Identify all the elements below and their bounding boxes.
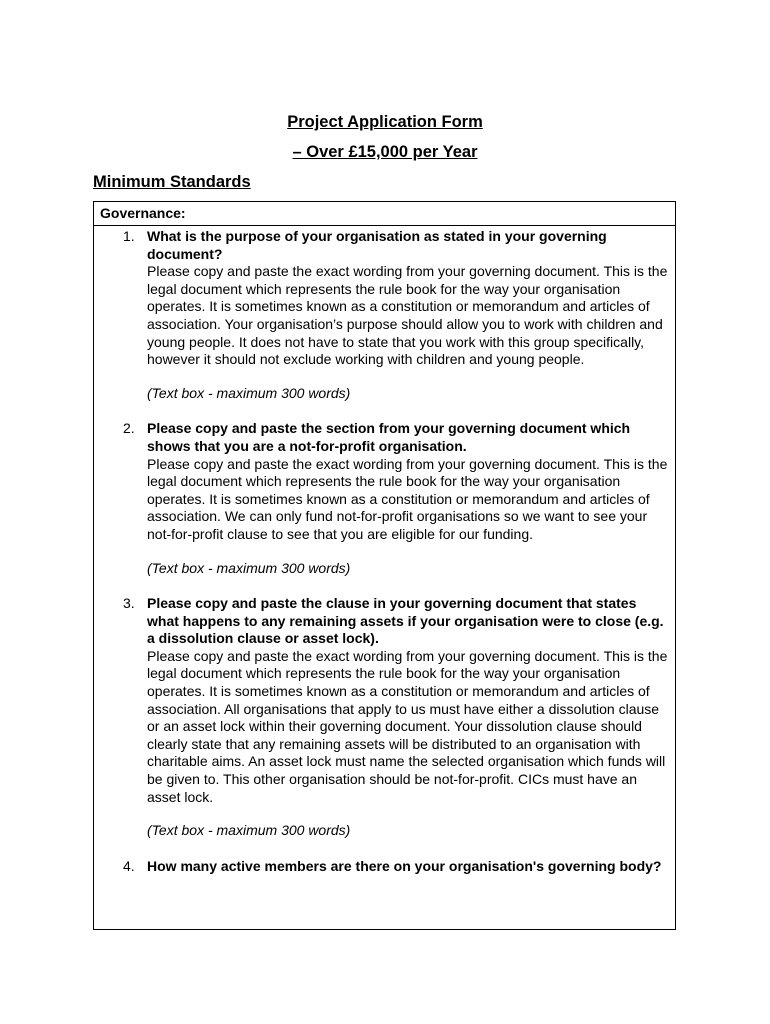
governance-box [93, 201, 676, 930]
question-body: Please copy and paste the exact wording from your governing document. This is the legal document which represents the rule book for the way your organisation operates. It is sometimes known as a constitution or memorandum and articles of association. All organisations that apply to us must have either a dissolution clause or an asset lock within their governing document. Your dissolution clause should clearly state that any remaining assets will be distributed to an organisation with charitable aims. An asset lock must name the selected organisation which funds will be given to. This other organisation should be not-for-profit. CICs must have an asset lock. [147, 647, 668, 805]
question-number: 1. [123, 228, 135, 244]
form-title: Project Application Form [287, 113, 483, 131]
question-title: Please copy and paste the section from your governing document which shows that you are a not-for-profit organisation. [147, 420, 631, 454]
question-body: Please copy and paste the exact wording from your governing document. This is the legal document which represents the rule book for the way your organisation operates. It is sometimes known as a constitution or memorandum and articles of association. We can only fund not-for-profit organisations so we want to see your not-for-profit clause to see that you are eligible for our funding. [147, 455, 668, 542]
question-note: (Text box - maximum 300 words) [147, 559, 351, 576]
question-number: 4. [123, 857, 135, 874]
question-1 [94, 228, 675, 402]
question-4 [94, 858, 675, 876]
governance-header: Governance: [94, 202, 675, 226]
question-number: 3. [123, 595, 135, 612]
section-heading: Minimum Standards [93, 173, 251, 191]
question-body: Please copy and paste the exact wording from your governing document. This is the legal document which represents the rule book for the way your organisation operates. It is sometimes known as a constitution or memorandum and articles of association. Your organisation’s purpose should allow you to work with children and young people. It does not have to state that you work with this group specifically, however it should not exclude working with children and young people. [147, 263, 668, 368]
question-title: What is the purpose of your organisation as stated in your governing document? [147, 228, 607, 262]
question-3 [94, 595, 675, 840]
question-2 [94, 420, 675, 577]
form-subtitle: – Over £15,000 per Year [292, 143, 478, 161]
question-title: Please copy and paste the clause in your governing document that states what happens to any remaining assets if your organisation were to close (e.g. a dissolution clause or asset lock). [147, 595, 664, 647]
question-note: (Text box - maximum 300 words) [147, 822, 351, 839]
question-number: 2. [123, 420, 135, 437]
question-note: (Text box - maximum 300 words) [147, 384, 351, 401]
question-title: How many active members are there on your organisation's governing body? [147, 857, 662, 874]
